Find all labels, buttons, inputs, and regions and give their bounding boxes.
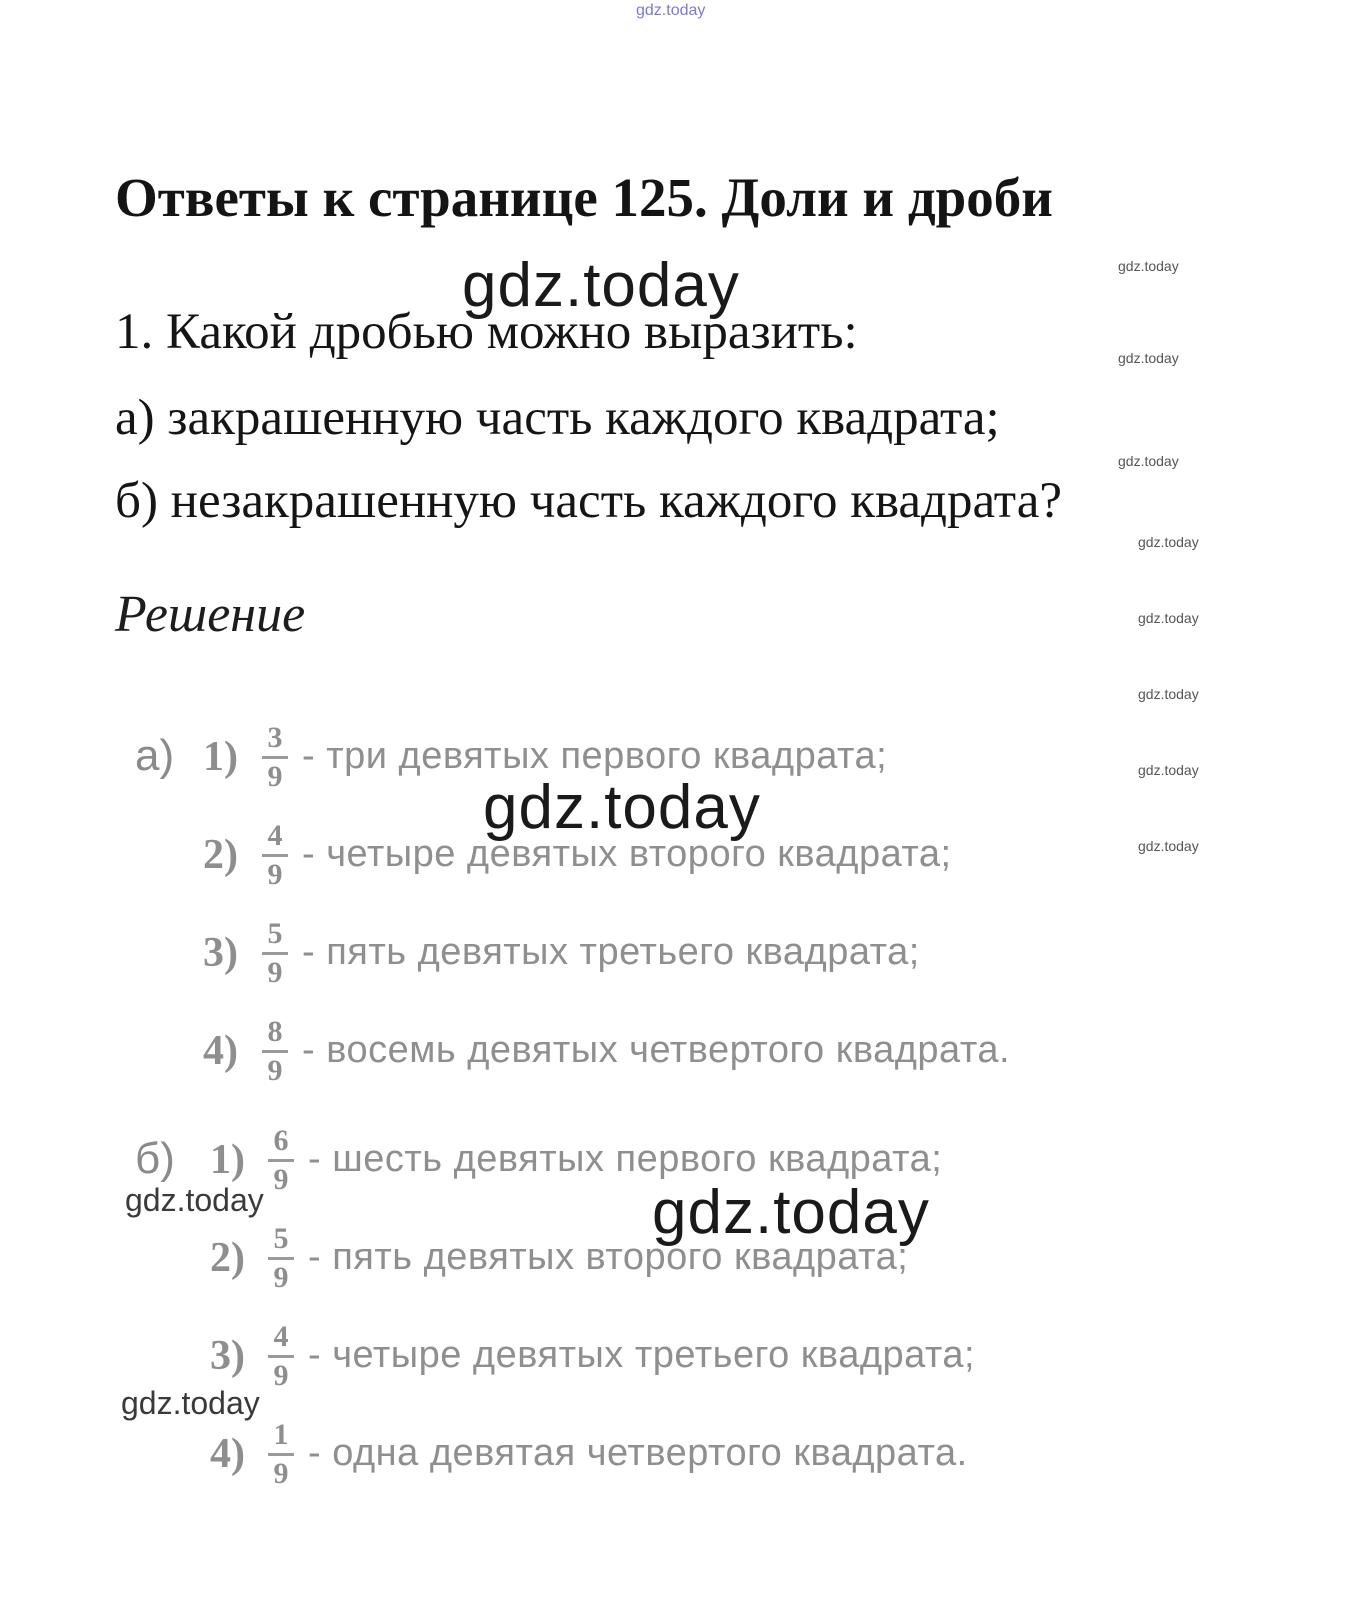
fraction-numerator: 1 <box>273 1418 289 1451</box>
fraction-numerator: 5 <box>267 917 283 950</box>
fraction-numerator: 8 <box>267 1015 283 1048</box>
answer-text: - шесть девятых первого квадрата; <box>308 1138 943 1180</box>
answer-number: 2) <box>210 1235 245 1281</box>
fraction-denominator: 9 <box>273 1457 289 1490</box>
watermark-small: gdz.today <box>1138 762 1199 778</box>
answer-text: - четыре девятых третьего квадрата; <box>308 1334 976 1376</box>
watermark-small: gdz.today <box>1138 838 1199 854</box>
fraction-denominator: 9 <box>273 1359 289 1392</box>
watermark-small: gdz.today <box>1118 350 1179 366</box>
answer-b-4 <box>0 1418 1355 1500</box>
answer-a-letter: а) <box>135 731 175 780</box>
answer-number: 2) <box>203 832 238 878</box>
fraction-denominator: 9 <box>273 1261 289 1294</box>
watermark-small: gdz.today <box>1138 610 1199 626</box>
fraction-numerator: 3 <box>267 721 283 754</box>
question-line-b: б) незакрашенную часть каждого квадрата? <box>115 473 1062 529</box>
watermark-large: gdz.today <box>483 773 761 842</box>
page-title: Ответы к странице 125. Доли и дроби <box>115 167 1053 228</box>
fraction-bar <box>262 756 288 759</box>
fraction <box>266 1418 296 1491</box>
answer-text: - пять девятых третьего квадрата; <box>302 931 920 973</box>
watermark-top: gdz.today <box>636 2 706 19</box>
answer-number: 4) <box>210 1431 245 1477</box>
answer-text: - три девятых первого квадрата; <box>302 735 888 777</box>
answer-number: 3) <box>210 1333 245 1379</box>
answer-number: 4) <box>203 1028 238 1074</box>
fraction-numerator: 6 <box>273 1124 289 1157</box>
watermark-medium: gdz.today <box>125 1182 264 1218</box>
watermark-medium: gdz.today <box>121 1385 260 1421</box>
answer-text: - восемь девятых четвертого квадрата. <box>302 1029 1011 1071</box>
watermark-small: gdz.today <box>1118 258 1179 274</box>
watermark-large: gdz.today <box>652 1178 930 1247</box>
answer-text: - пять девятых второго квадрата; <box>308 1236 909 1278</box>
fraction-numerator: 5 <box>273 1222 289 1255</box>
answer-b-letter: б) <box>135 1134 175 1183</box>
fraction-denominator: 9 <box>267 1054 283 1087</box>
watermark-small: gdz.today <box>1118 453 1179 469</box>
answer-number: 3) <box>203 930 238 976</box>
fraction-bar <box>268 1257 294 1260</box>
fraction-bar <box>262 1050 288 1053</box>
answer-text: - одна девятая четвертого квадрата. <box>308 1432 968 1474</box>
fraction-bar <box>268 1453 294 1456</box>
fraction <box>260 1015 290 1088</box>
answer-number: 1) <box>210 1137 245 1183</box>
fraction-bar <box>262 952 288 955</box>
fraction <box>266 1124 296 1197</box>
solution-label: Решение <box>115 586 306 643</box>
fraction-bar <box>262 854 288 857</box>
fraction <box>260 819 290 892</box>
question-line-a: а) закрашенную часть каждого квадрата; <box>115 390 1000 446</box>
answer-a-3 <box>0 917 1355 999</box>
fraction-denominator: 9 <box>267 760 283 793</box>
answer-a-4 <box>0 1015 1355 1097</box>
watermark-small: gdz.today <box>1138 534 1199 550</box>
answer-text: - четыре девятых второго квадрата; <box>302 833 952 875</box>
fraction-bar <box>268 1355 294 1358</box>
fraction-bar <box>268 1159 294 1162</box>
fraction <box>266 1222 296 1295</box>
fraction <box>260 917 290 990</box>
fraction-denominator: 9 <box>267 956 283 989</box>
answer-number: 1) <box>203 734 238 780</box>
fraction-numerator: 4 <box>267 819 283 852</box>
fraction-denominator: 9 <box>267 858 283 891</box>
fraction-numerator: 4 <box>273 1320 289 1353</box>
watermark-large: gdz.today <box>462 251 740 320</box>
fraction <box>260 721 290 794</box>
fraction-denominator: 9 <box>273 1163 289 1196</box>
question-line-1: 1. Какой дробью можно выразить: <box>115 304 858 360</box>
fraction <box>266 1320 296 1393</box>
watermark-small: gdz.today <box>1138 686 1199 702</box>
